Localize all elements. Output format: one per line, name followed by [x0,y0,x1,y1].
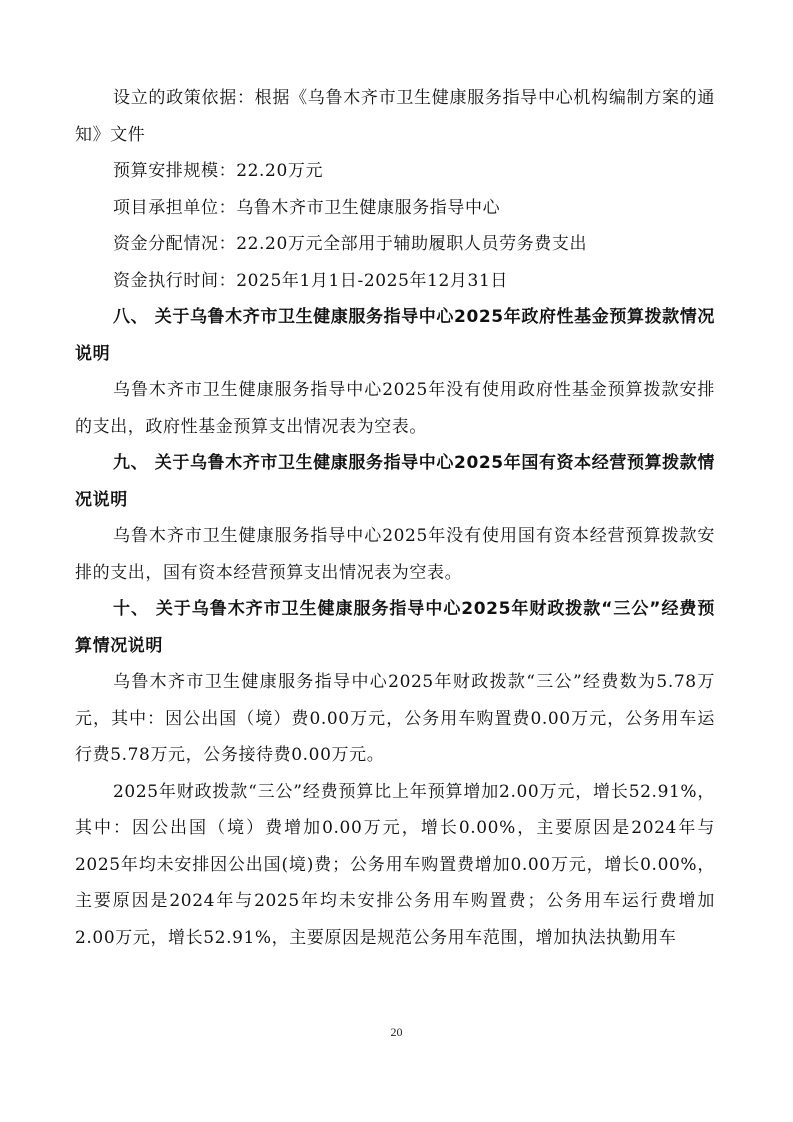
budget-scale-line: 预算安排规模：22.20万元 [113,161,324,181]
section-heading-8: 八、 关于乌鲁木齐市卫生健康服务指导中心2025年政府性基金预算拨款情况说明 [75,307,715,364]
project-unit-line: 项目承担单位：乌鲁木齐市卫生健康服务指导中心 [113,197,501,218]
fund-allocation-line: 资金分配情况：22.20万元全部用于辅助履职人员劳务费支出 [113,234,588,254]
page-number: 20 [390,1025,403,1039]
document-body [75,80,715,956]
execution-time-line: 资金执行时间：2025年1月1日-2025年12月31日 [113,270,508,291]
section-heading-9: 九、 关于乌鲁木齐市卫生健康服务指导中心2025年国有资本经营预算拨款情况说明 [75,453,715,510]
section-heading-10: 十、 关于乌鲁木齐市卫生健康服务指导中心2025年财政拨款“三公”经费预算情况说明 [75,599,715,656]
section-10-paragraph-1: 乌鲁木齐市卫生健康服务指导中心2025年财政拨款“三公”经费数为5.78万元，其中：因公出国（境）费0.00万元，公务用车购置费0.00万元，公务用车运行费5.78万元，公务接待费0.00万元。 [75,672,715,765]
section-10-paragraph-2: 2025年财政拨款“三公”经费预算比上年预算增加2.00万元，增长52.91%，其中：因公出国（境）费增加0.00万元，增长0.00%，主要原因是2024年与2025年均未安排因公出国(境)费；公务用车购置费增加0.00万元，增长0.00%，主要原因是2024年与2025年均未安排公务用车购置费；公务用车运行费增加2.00万元，增长52.91%，主要原因是规范公务用车范围，增加执法执勤用车 [75,781,715,948]
section-9-paragraph: 乌鲁木齐市卫生健康服务指导中心2025年没有使用国有资本经营预算拨款安排的支出，国有资本经营预算支出情况表为空表。 [75,526,715,583]
section-8-paragraph: 乌鲁木齐市卫生健康服务指导中心2025年没有使用政府性基金预算拨款安排的支出，政府性基金预算支出情况表为空表。 [75,380,715,437]
policy-basis-paragraph: 设立的政策依据：根据《乌鲁木齐市卫生健康服务指导中心机构编制方案的通知》文件 [75,88,715,145]
